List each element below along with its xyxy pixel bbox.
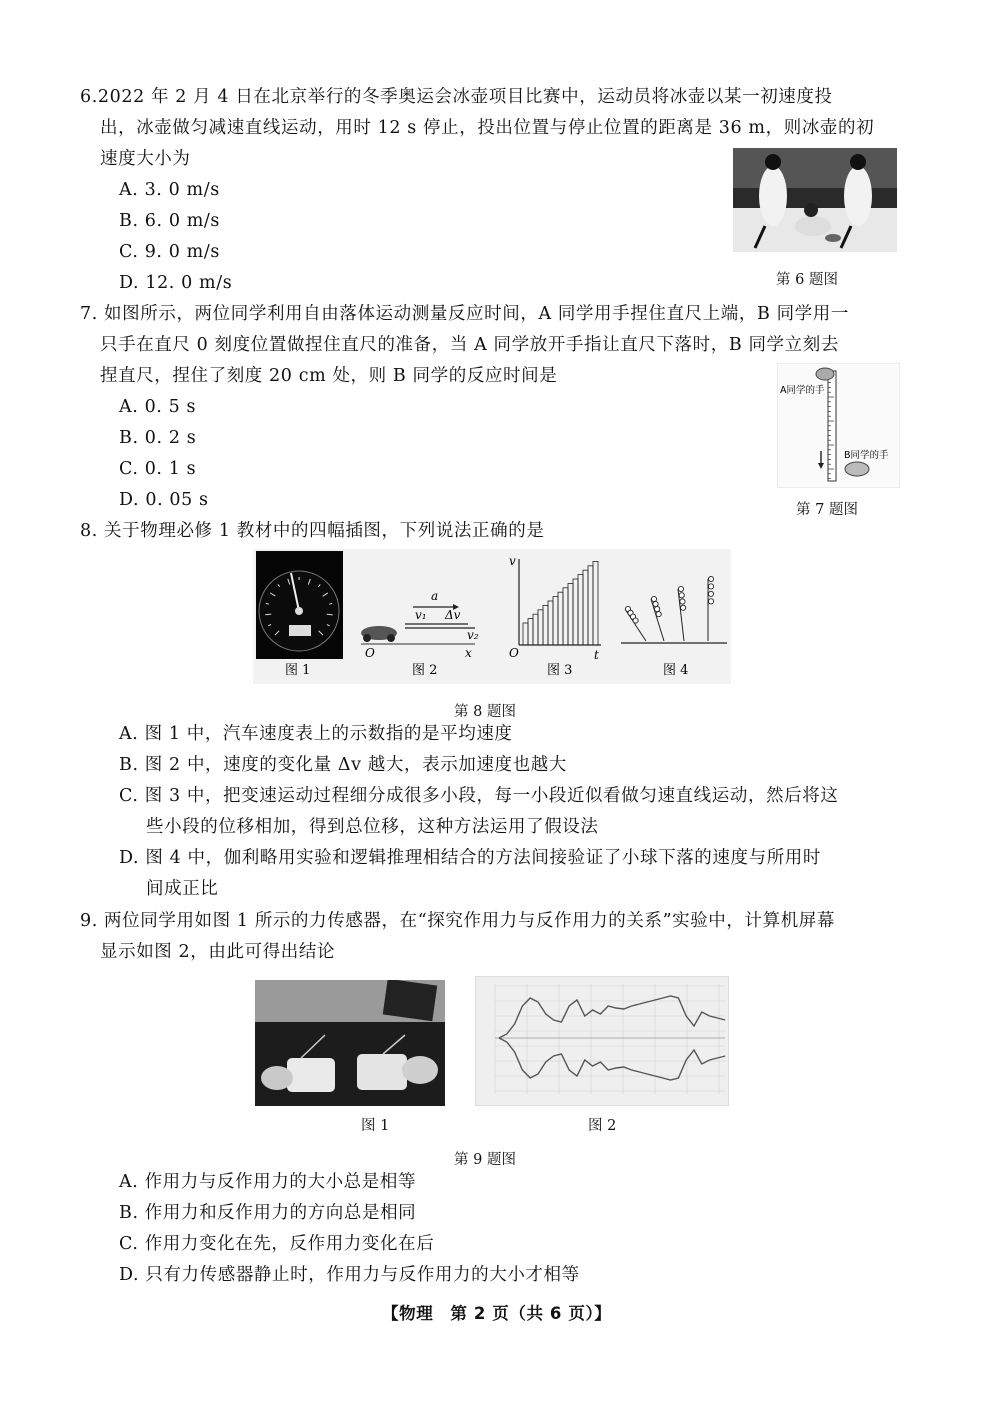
q9-figure-caption: 第 9 题图 bbox=[454, 1152, 516, 1168]
q9-stem-line-2: 显示如图 2，由此可得出结论 bbox=[100, 942, 336, 962]
fig3-t-label: t bbox=[594, 648, 599, 662]
q6-option-c[interactable]: C. 9. 0 m/s bbox=[119, 242, 220, 262]
fig2-v1-label: v₁ bbox=[415, 608, 427, 622]
fig2-dv-label: Δv bbox=[445, 608, 461, 622]
q8-option-b[interactable]: B. 图 2 中，速度的变化量 Δv 越大，表示加速度也越大 bbox=[119, 755, 567, 775]
q8-stem: 8. 关于物理必修 1 教材中的四幅插图，下列说法正确的是 bbox=[80, 521, 545, 541]
q7-stem-line-1: 7. 如图所示，两位同学利用自由落体运动测量反应时间，A 同学用手捏住直尺上端，B 同学用一 bbox=[80, 304, 849, 324]
q9-option-a[interactable]: A. 作用力与反作用力的大小总是相等 bbox=[119, 1172, 417, 1192]
q6-stem-line-2: 出，冰壶做匀减速直线运动，用时 12 s 停止，投出位置与停止位置的距离是 36 m，则冰壶的初 bbox=[100, 118, 875, 138]
fig2-a-label: a bbox=[431, 589, 439, 603]
q6-option-a[interactable]: A. 3. 0 m/s bbox=[119, 180, 220, 200]
q7-option-c[interactable]: C. 0. 1 s bbox=[119, 459, 197, 479]
fig2-origin-label: O bbox=[365, 646, 375, 660]
q8-option-d-line-2[interactable]: 间成正比 bbox=[146, 879, 219, 899]
q9-option-b[interactable]: B. 作用力和反作用力的方向总是相同 bbox=[119, 1203, 417, 1223]
q6-stem-line-3: 速度大小为 bbox=[100, 149, 191, 169]
q9-option-d[interactable]: D. 只有力传感器静止时，作用力与反作用力的大小才相等 bbox=[119, 1265, 580, 1285]
fig2-v2-label: v₂ bbox=[467, 628, 479, 642]
ruler-label-a: A同学的手 bbox=[780, 385, 825, 396]
q6-option-d[interactable]: D. 12. 0 m/s bbox=[119, 273, 233, 293]
fig3-v-label: v bbox=[509, 554, 516, 568]
q8-option-c-line-1[interactable]: C. 图 3 中，把变速运动过程细分成很多小段，每一小段近似看做匀速直线运动，然后将这 bbox=[119, 786, 839, 806]
page-footer: 【物理 第 2 页（共 6 页）】 bbox=[382, 1304, 612, 1323]
q8-option-c-line-2[interactable]: 些小段的位移相加，得到总位移，这种方法运用了假设法 bbox=[146, 817, 599, 837]
fig2-x-label: x bbox=[465, 646, 472, 660]
q6-option-b[interactable]: B. 6. 0 m/s bbox=[119, 211, 221, 231]
ruler-figure bbox=[777, 363, 900, 488]
q7-stem-line-3: 捏直尺，捏住了刻度 20 cm 处，则 B 同学的反应时间是 bbox=[100, 366, 558, 386]
fig2-label: 图 2 bbox=[412, 663, 438, 678]
q7-figure-caption: 第 7 题图 bbox=[796, 502, 858, 518]
speedometer-figure bbox=[256, 551, 343, 659]
q9-fig2-label: 图 2 bbox=[588, 1118, 617, 1134]
q9-fig1-label: 图 1 bbox=[361, 1118, 390, 1134]
q7-option-d[interactable]: D. 0. 05 s bbox=[119, 490, 209, 510]
force-sensor-photo bbox=[255, 980, 445, 1106]
fig3-label: 图 3 bbox=[547, 663, 573, 678]
q6-stem-line-1: 6.2022 年 2 月 4 日在北京举行的冬季奥运会冰壶项目比赛中，运动员将冰壶以某一初速度投 bbox=[80, 87, 833, 107]
q7-option-b[interactable]: B. 0. 2 s bbox=[119, 428, 197, 448]
fig3-origin-label: O bbox=[509, 646, 519, 660]
q7-option-a[interactable]: A. 0. 5 s bbox=[119, 397, 197, 417]
force-time-graph bbox=[475, 976, 729, 1106]
q9-option-c[interactable]: C. 作用力变化在先，反作用力变化在后 bbox=[119, 1234, 435, 1254]
fig1-label: 图 1 bbox=[285, 663, 311, 678]
ruler-label-b: B同学的手 bbox=[844, 450, 889, 461]
q9-stem-line-1: 9. 两位同学用如图 1 所示的力传感器，在“探究作用力与反作用力的关系”实验中，计算机屏幕 bbox=[80, 911, 836, 931]
fig4-label: 图 4 bbox=[663, 663, 689, 678]
q8-figure-caption: 第 8 题图 bbox=[454, 704, 516, 720]
q7-stem-line-2: 只手在直尺 0 刻度位置做捏住直尺的准备，当 A 同学放开手指让直尺下落时，B 同学立刻去 bbox=[100, 335, 839, 355]
q8-option-d-line-1[interactable]: D. 图 4 中，伽利略用实验和逻辑推理相结合的方法间接验证了小球下落的速度与所用时 bbox=[119, 848, 821, 868]
curling-photo bbox=[733, 148, 897, 252]
q6-figure-caption: 第 6 题图 bbox=[776, 272, 838, 288]
q8-option-a[interactable]: A. 图 1 中，汽车速度表上的示数指的是平均速度 bbox=[119, 724, 513, 744]
q8-figure-panel bbox=[253, 549, 731, 684]
